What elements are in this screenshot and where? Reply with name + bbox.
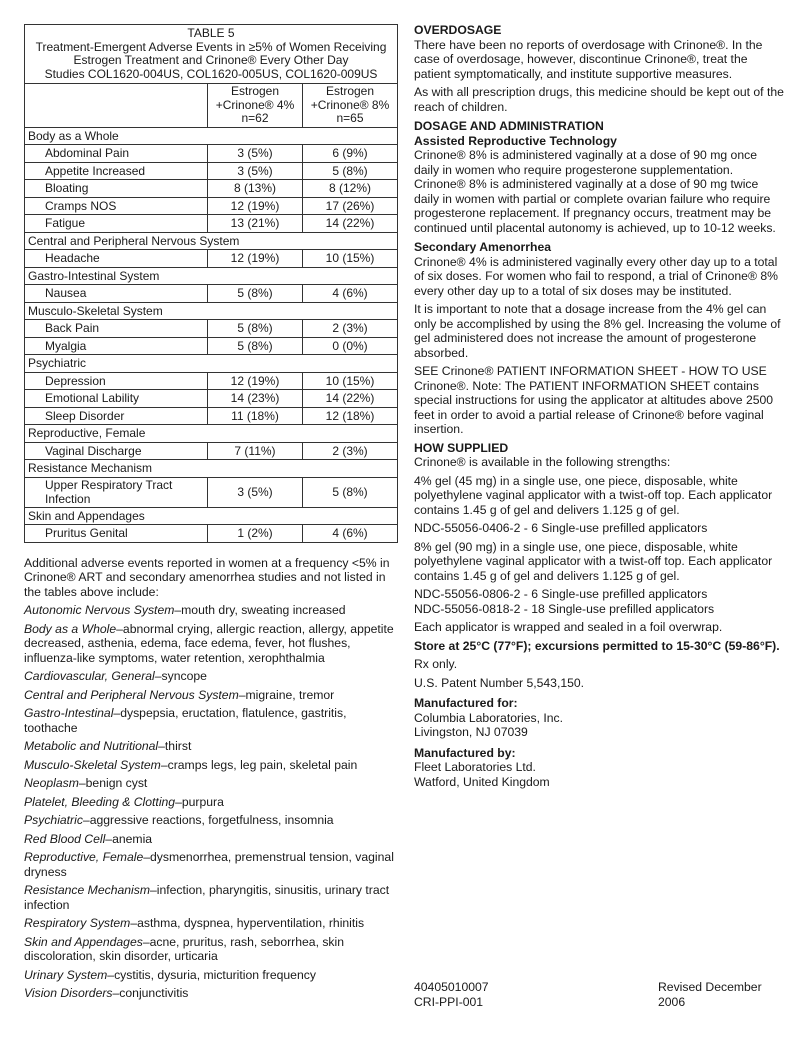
adverse-event-name: Nausea <box>25 285 208 303</box>
dash: – <box>130 916 138 930</box>
dash: – <box>154 669 162 683</box>
storage-instructions: Store at 25°C (77°F); excursions permitted to 15-30°C (59-86°F). <box>414 638 780 653</box>
crinone-4-count: 1 (2%) <box>208 525 303 543</box>
event-list: migraine, tremor <box>245 687 335 702</box>
additional-event-item <box>24 832 398 847</box>
patient-info-note: SEE Crinone® PATIENT INFORMATION SHEET - HOW TO USE Crinone®. Note: The PATIENT INFORMATION SHEET contains special instructions for using the applicator at altitudes above 2500 feet in order to avoid a partial release of Crinone® before vaginal insertion. <box>414 364 774 436</box>
crinone-8-count: 17 (26%) <box>303 197 398 215</box>
table-row <box>25 320 398 338</box>
crinone-8-count: 4 (6%) <box>303 525 398 543</box>
crinone-8-count: 0 (0%) <box>303 337 398 355</box>
dash: – <box>112 986 120 1000</box>
patent-number: U.S. Patent Number 5,543,150. <box>414 675 585 690</box>
body-system-label: Skin and Appendages <box>24 934 143 949</box>
body-system-group: Skin and Appendages <box>25 507 398 525</box>
manufactured-by-company: Fleet Laboratories Ltd. <box>414 760 536 774</box>
body-system-label: Metabolic and Nutritional <box>24 739 159 753</box>
body-system-group: Psychiatric <box>25 355 398 373</box>
crinone-8-count: 8 (12%) <box>303 180 398 198</box>
dash: – <box>143 850 151 864</box>
overdosage-children-text: As with all prescription drugs, this medicine should be kept out of the reach of children. <box>414 85 784 114</box>
event-list: purpura <box>181 794 224 809</box>
table-row <box>25 215 398 233</box>
additional-event-item <box>24 669 398 684</box>
ndc-8-6pack: NDC-55056-0806-2 - 6 Single-use prefilled applicators <box>414 587 708 601</box>
table-caption-line-1: TABLE 5 <box>187 26 235 40</box>
crinone-8-count: 2 (3%) <box>303 442 398 460</box>
estrogen-crinone-8-header-line: +Crinone® 8% <box>310 97 390 112</box>
dash: – <box>107 967 115 982</box>
table-row <box>25 337 398 355</box>
table-header-blank <box>25 84 208 128</box>
crinone-8-count: 4 (6%) <box>303 285 398 303</box>
body-system-label: Psychiatric <box>24 813 83 827</box>
adverse-event-name: Bloating <box>25 180 208 198</box>
rx-only: Rx only. <box>414 657 458 671</box>
event-list: syncope <box>161 669 207 683</box>
ndc-8-18pack: NDC-55056-0818-2 - 18 Single-use prefilled applicators <box>414 601 715 616</box>
gel-8-description: 8% gel (90 mg) in a single use, one piece, disposable, white polyethylene vaginal applicator with a twist-off top. Each applicator contains 1.45 g of gel and delivers 1.125 g of gel. <box>414 539 773 583</box>
crinone-8-count: 14 (22%) <box>303 390 398 408</box>
estrogen-crinone-8-header-line: n=65 <box>336 111 364 125</box>
event-list: asthma, dyspnea, hyperventilation, rhinitis <box>137 916 365 930</box>
event-list: anemia <box>112 831 153 846</box>
how-supplied-heading: HOW SUPPLIED <box>414 440 509 455</box>
crinone-8-count: 12 (18%) <box>303 407 398 425</box>
additional-event-item <box>24 688 398 703</box>
crinone-4-count: 13 (21%) <box>208 215 303 233</box>
table-row <box>25 390 398 408</box>
art-heading: Assisted Reproductive Technology <box>414 133 617 148</box>
body-system-label: Gastro-Intestinal <box>24 706 114 720</box>
manufactured-for-heading: Manufactured for: <box>414 696 518 710</box>
adverse-event-name: Headache <box>25 250 208 268</box>
crinone-8-count: 5 (8%) <box>303 162 398 180</box>
body-system-label: Platelet, Bleeding & Clotting <box>24 794 176 809</box>
adverse-event-name: Pruritus Genital <box>25 525 208 543</box>
estrogen-crinone-8-header <box>303 84 398 128</box>
crinone-4-count: 12 (19%) <box>208 372 303 390</box>
crinone-4-count: 11 (18%) <box>208 407 303 425</box>
body-system-label: Respiratory System <box>24 916 131 930</box>
adverse-event-name: Cramps NOS <box>25 197 208 215</box>
manufactured-for-location: Livingston, NJ 07039 <box>414 725 528 739</box>
adverse-event-name: Appetite Increased <box>25 162 208 180</box>
body-system-label: Cardiovascular, General <box>24 669 155 683</box>
secondary-amenorrhea-text: Crinone® 4% is administered vaginally every other day up to a total of six doses. For women who fail to respond, a trial of Crinone® 8% every other day up to a total of six doses may be instituted. <box>414 254 778 298</box>
event-list: thirst <box>164 739 192 753</box>
adverse-event-name: Depression <box>25 372 208 390</box>
crinone-4-count: 3 (5%) <box>208 477 303 507</box>
table-caption-line-3: Estrogen Treatment and Crinone® Every Other Day <box>73 53 349 67</box>
table-caption-line-2: Treatment-Emergent Adverse Events in ≥5% of Women Receiving <box>35 39 387 54</box>
crinone-8-count: 5 (8%) <box>303 477 398 507</box>
body-system-group: Resistance Mechanism <box>25 460 398 478</box>
additional-event-item <box>24 968 398 983</box>
body-system-label: Resistance Mechanism <box>24 883 150 897</box>
additional-event-item <box>24 706 398 735</box>
table-caption-line-4: Studies COL1620-004US, COL1620-005US, COL1620-009US <box>44 66 378 81</box>
event-list: infection, pharyngitis, sinusitis, urinary tract infection <box>24 883 390 912</box>
adverse-event-name: Emotional Lability <box>25 390 208 408</box>
event-list: benign cyst <box>85 776 148 790</box>
strengths-intro: Crinone® is available in the following strengths: <box>414 455 671 469</box>
body-system-group: Body as a Whole <box>25 127 398 145</box>
art-text: Crinone® 8% is administered vaginally at a dose of 90 mg once daily in women who require progesterone supplementation. Crinone® 8% is administered vaginally at a dose of 90 mg twice daily in women with partial or complete ovarian failure who require progesterone replacement. If pregnancy occurs, treatment may be continued until placental autonomy is achieved, up to 10-12 weeks. <box>414 148 776 235</box>
dash: – <box>116 621 123 636</box>
dash: – <box>82 813 90 827</box>
crinone-4-count: 7 (11%) <box>208 442 303 460</box>
table-caption <box>25 25 398 84</box>
foil-overwrap-note: Each applicator is wrapped and sealed in a foil overwrap. <box>414 620 723 634</box>
body-system-group: Gastro-Intestinal System <box>25 267 398 285</box>
additional-event-item <box>24 883 398 912</box>
crinone-4-count: 14 (23%) <box>208 390 303 408</box>
table-row <box>25 477 398 507</box>
adverse-event-name: Upper Respiratory Tract Infection <box>25 477 208 507</box>
crinone-4-count: 5 (8%) <box>208 337 303 355</box>
crinone-4-count: 8 (13%) <box>208 180 303 198</box>
additional-event-item <box>24 776 398 791</box>
left-column <box>24 24 398 1005</box>
crinone-4-count: 3 (5%) <box>208 162 303 180</box>
additional-event-item <box>24 916 398 931</box>
event-list: mouth dry, sweating increased <box>181 603 346 617</box>
additional-event-item <box>24 758 398 773</box>
additional-event-item <box>24 813 398 828</box>
crinone-4-count: 5 (8%) <box>208 320 303 338</box>
adverse-event-name: Abdominal Pain <box>25 145 208 163</box>
table-row <box>25 372 398 390</box>
body-system-label: Vision Disorders <box>24 986 113 1000</box>
table-row <box>25 525 398 543</box>
dash: – <box>174 603 182 617</box>
revision-date: Revised December 2006 <box>658 980 762 1009</box>
adverse-event-name: Back Pain <box>25 320 208 338</box>
crinone-8-count: 10 (15%) <box>303 250 398 268</box>
event-list: cramps legs, leg pain, skeletal pain <box>167 757 358 772</box>
gel-4-description: 4% gel (45 mg) in a single use, one piece, disposable, white polyethylene vaginal applicator with a twist-off top. Each applicator contains 1.45 g of gel and delivers 1.125 g of gel. <box>414 473 773 517</box>
overdosage-heading: OVERDOSAGE <box>414 23 502 37</box>
dash: – <box>142 934 150 949</box>
crinone-8-count: 2 (3%) <box>303 320 398 338</box>
adverse-event-name: Myalgia <box>25 337 208 355</box>
overdosage-text: There have been no reports of overdosage with Crinone®. In the case of overdosage, however, discontinue Crinone®, treat the patient symptomatically, and institute supportive measures. <box>414 37 763 81</box>
crinone-4-count: 12 (19%) <box>208 250 303 268</box>
event-list: cystitis, dysuria, micturition frequency <box>114 967 316 982</box>
right-column <box>414 24 784 789</box>
event-list: dyspepsia, eructation, flatulence, gastritis, toothache <box>24 706 347 735</box>
table-row <box>25 285 398 303</box>
body-system-group: Musculo-Skeletal System <box>25 302 398 320</box>
estrogen-crinone-4-header <box>208 84 303 128</box>
event-list: conjunctivitis <box>119 986 189 1000</box>
ndc-4: NDC-55056-0406-2 - 6 Single-use prefilled applicators <box>414 521 708 535</box>
crinone-8-count: 6 (9%) <box>303 145 398 163</box>
event-list: acne, pruritus, rash, seborrhea, skin discoloration, skin disorder, urticaria <box>24 934 345 963</box>
body-system-label: Reproductive, Female <box>24 850 144 864</box>
table-row <box>25 407 398 425</box>
estrogen-crinone-4-header-line: +Crinone® 4% <box>215 97 295 112</box>
body-system-label: Musculo-Skeletal System <box>24 757 161 772</box>
body-system-label: Central and Peripheral Nervous System <box>24 687 239 702</box>
manufactured-by-heading: Manufactured by: <box>414 745 516 760</box>
crinone-8-count: 14 (22%) <box>303 215 398 233</box>
additional-event-item <box>24 795 398 810</box>
table-row <box>25 197 398 215</box>
crinone-8-count: 10 (15%) <box>303 372 398 390</box>
dash: – <box>78 776 86 790</box>
dash: – <box>175 794 182 809</box>
manufactured-by-location: Watford, United Kingdom <box>414 774 550 789</box>
dash: – <box>160 757 168 772</box>
document-code: 40405010007 <box>414 980 489 994</box>
body-system-label: Body as a Whole <box>24 621 117 636</box>
dosage-increase-note: It is important to note that a dosage increase from the 4% gel can only be accomplished by using the 8% gel. Increasing the volume of gel administered does not increase the amount of progesterone absorbed. <box>414 302 781 360</box>
dosage-heading: DOSAGE AND ADMINISTRATION <box>414 119 604 133</box>
dash: – <box>105 831 113 846</box>
body-system-label: Neoplasm <box>24 776 79 790</box>
table-row <box>25 250 398 268</box>
additional-event-item <box>24 935 398 964</box>
event-list: dysmenorrhea, premenstrual tension, vaginal dryness <box>24 850 394 879</box>
dash: – <box>158 739 165 753</box>
body-system-label: Urinary System <box>24 967 108 982</box>
body-system-group: Reproductive, Female <box>25 425 398 443</box>
table-row <box>25 162 398 180</box>
document-codes <box>414 980 614 1009</box>
event-list: abnormal crying, allergic reaction, allergy, appetite decreased, asthenia, edema, face edema, fever, hot flushes, influenza-like symptoms, water retention, xerophthalmia <box>24 621 394 665</box>
dash: – <box>150 883 157 897</box>
adverse-event-name: Fatigue <box>25 215 208 233</box>
dash: – <box>113 706 121 720</box>
additional-event-item <box>24 850 398 879</box>
estrogen-crinone-4-header-line: n=62 <box>241 111 269 125</box>
event-list: aggressive reactions, forgetfulness, insomnia <box>89 813 334 827</box>
additional-intro: Additional adverse events reported in women at a frequency <5% in Crinone® ART and secondary amenorrhea studies and not listed in the tables above include: <box>24 555 390 599</box>
estrogen-crinone-8-header-line: Estrogen <box>325 84 375 98</box>
document-id: CRI-PPI-001 <box>414 994 484 1009</box>
dash: – <box>238 687 246 702</box>
body-system-group: Central and Peripheral Nervous System <box>25 232 398 250</box>
estrogen-crinone-4-header-line: Estrogen <box>230 84 280 98</box>
adverse-event-name: Sleep Disorder <box>25 407 208 425</box>
body-system-label: Autonomic Nervous System <box>24 603 175 617</box>
table-row <box>25 442 398 460</box>
crinone-4-count: 3 (5%) <box>208 145 303 163</box>
additional-event-item <box>24 986 398 1001</box>
additional-event-item <box>24 603 398 618</box>
secondary-amenorrhea-heading: Secondary Amenorrhea <box>414 240 552 254</box>
additional-event-item <box>24 739 398 754</box>
adverse-event-name: Vaginal Discharge <box>25 442 208 460</box>
table-row <box>25 180 398 198</box>
manufactured-for-company: Columbia Laboratories, Inc. <box>414 710 564 725</box>
crinone-4-count: 12 (19%) <box>208 197 303 215</box>
adverse-events-table <box>24 24 398 543</box>
body-system-label: Red Blood Cell <box>24 831 106 846</box>
crinone-4-count: 5 (8%) <box>208 285 303 303</box>
additional-adverse-events <box>24 556 398 1001</box>
additional-event-item <box>24 622 398 666</box>
table-row <box>25 145 398 163</box>
